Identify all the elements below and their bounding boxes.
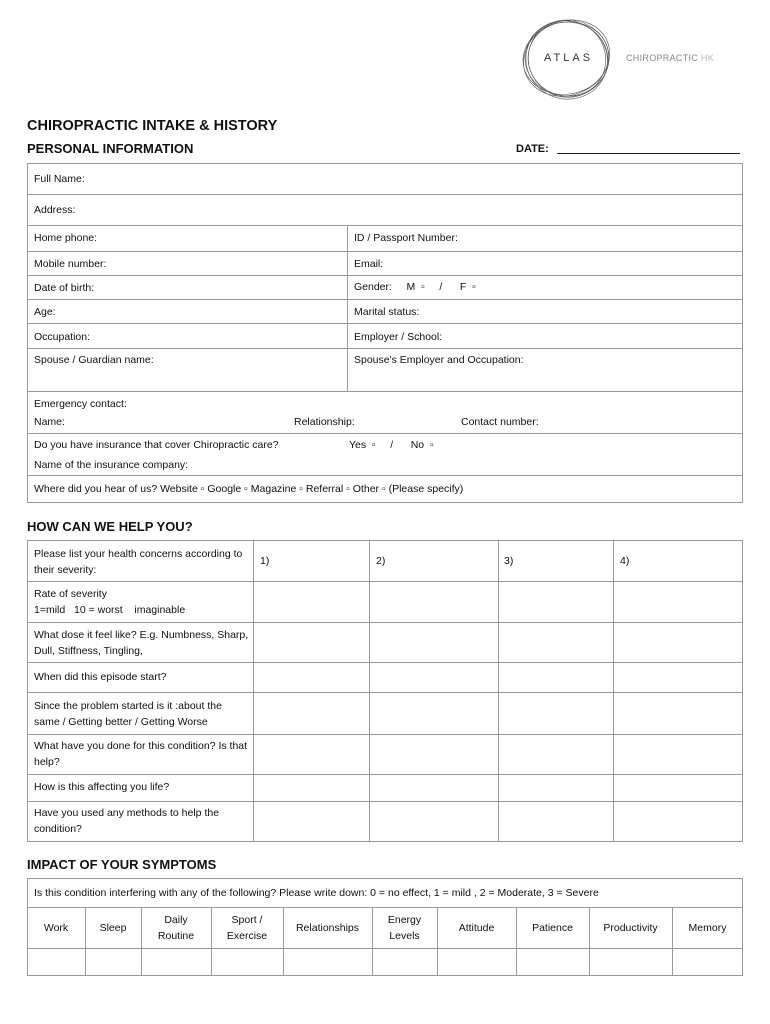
employer-field[interactable]: Employer / School: [354,331,443,343]
impact-heading: IMPACT OF YOUR SYMPTOMS [27,857,217,872]
address-field[interactable]: Address: [34,204,76,216]
help-row-label: Please list your health concerns according to their severity: [34,548,243,576]
concern-col-1: 1) [260,555,270,567]
emergency-name-field[interactable]: Name: [34,416,65,428]
insurance-options[interactable]: Yes ▫ / No ▫ [349,439,434,451]
logo-subtitle: CHIROPRACTIC HK [626,53,715,63]
help-heading: HOW CAN WE HELP YOU? [27,519,193,534]
marital-field[interactable]: Marital status: [354,306,420,318]
emergency-contact-label: Emergency contact: [34,398,127,410]
logo-wordmark: ATLAS [544,52,594,64]
help-row-label: Since the problem started is it :about the same / Getting better / Getting Worse [34,700,222,728]
mobile-field[interactable]: Mobile number: [34,258,107,270]
occupation-field[interactable]: Occupation: [34,331,91,343]
help-row-label: How is this affecting you life? [34,781,170,793]
id-passport-field[interactable]: ID / Passport Number: [354,232,458,244]
email-field[interactable]: Email: [354,258,384,270]
help-row-label: Have you used any methods to help the condition? [34,807,220,835]
spouse-employer-field[interactable]: Spouse's Employer and Occupation: [354,354,524,366]
impact-col-sleep: Sleep [99,922,127,934]
help-row-label: What dose it feel like? E.g. Numbness, Sharp, Dull, Stiffness, Tingling, [34,629,249,657]
help-row-label: What have you done for this condition? Is that help? [34,740,248,768]
referral-source-field[interactable]: Where did you hear of us? Website ▫ Google ▫ Magazine ▫ Referral ▫ Other ▫ (Please specify) [34,483,464,495]
date-field[interactable] [557,153,740,154]
impact-instruction: Is this condition interfering with any of the following? Please write down: 0 = no effect, 1 = mild , 2 = Moderate, 3 = Severe [34,887,599,899]
full-name-field[interactable]: Full Name: [34,173,85,185]
date-label: DATE: [516,143,549,155]
impact-col-sport: Sport / Exercise [226,914,268,942]
spouse-field[interactable]: Spouse / Guardian name: [34,354,154,366]
emergency-contact-number-field[interactable]: Contact number: [461,416,539,428]
impact-col-relationships: Relationships [295,922,360,934]
help-row-label: When did this episode start? [34,671,167,683]
insurance-company-field[interactable]: Name of the insurance company: [34,459,189,471]
home-phone-field[interactable]: Home phone: [34,232,98,244]
emergency-relationship-field[interactable]: Relationship: [294,416,355,428]
page-title: CHIROPRACTIC INTAKE & HISTORY [27,118,278,134]
insurance-question: Do you have insurance that cover Chiropractic care? [34,439,279,451]
impact-col-energy: Energy Levels [387,914,422,942]
dob-field[interactable]: Date of birth: [34,282,95,294]
impact-col-productivity: Productivity [603,922,658,934]
impact-col-attitude: Attitude [458,922,495,934]
help-row-label: Rate of severity 1=mild 10 = worst imaginable [34,588,186,616]
impact-col-work: Work [43,922,69,934]
concern-col-2: 2) [376,555,386,567]
impact-col-patience: Patience [532,922,573,934]
gender-field[interactable]: Gender: M ▫ / F ▫ [354,281,476,293]
impact-col-memory: Memory [688,922,727,934]
concern-col-4: 4) [620,555,630,567]
personal-info-heading: PERSONAL INFORMATION [27,141,194,156]
age-field[interactable]: Age: [34,306,56,318]
concern-col-3: 3) [504,555,514,567]
impact-col-daily-routine: Daily Routine [157,914,195,942]
